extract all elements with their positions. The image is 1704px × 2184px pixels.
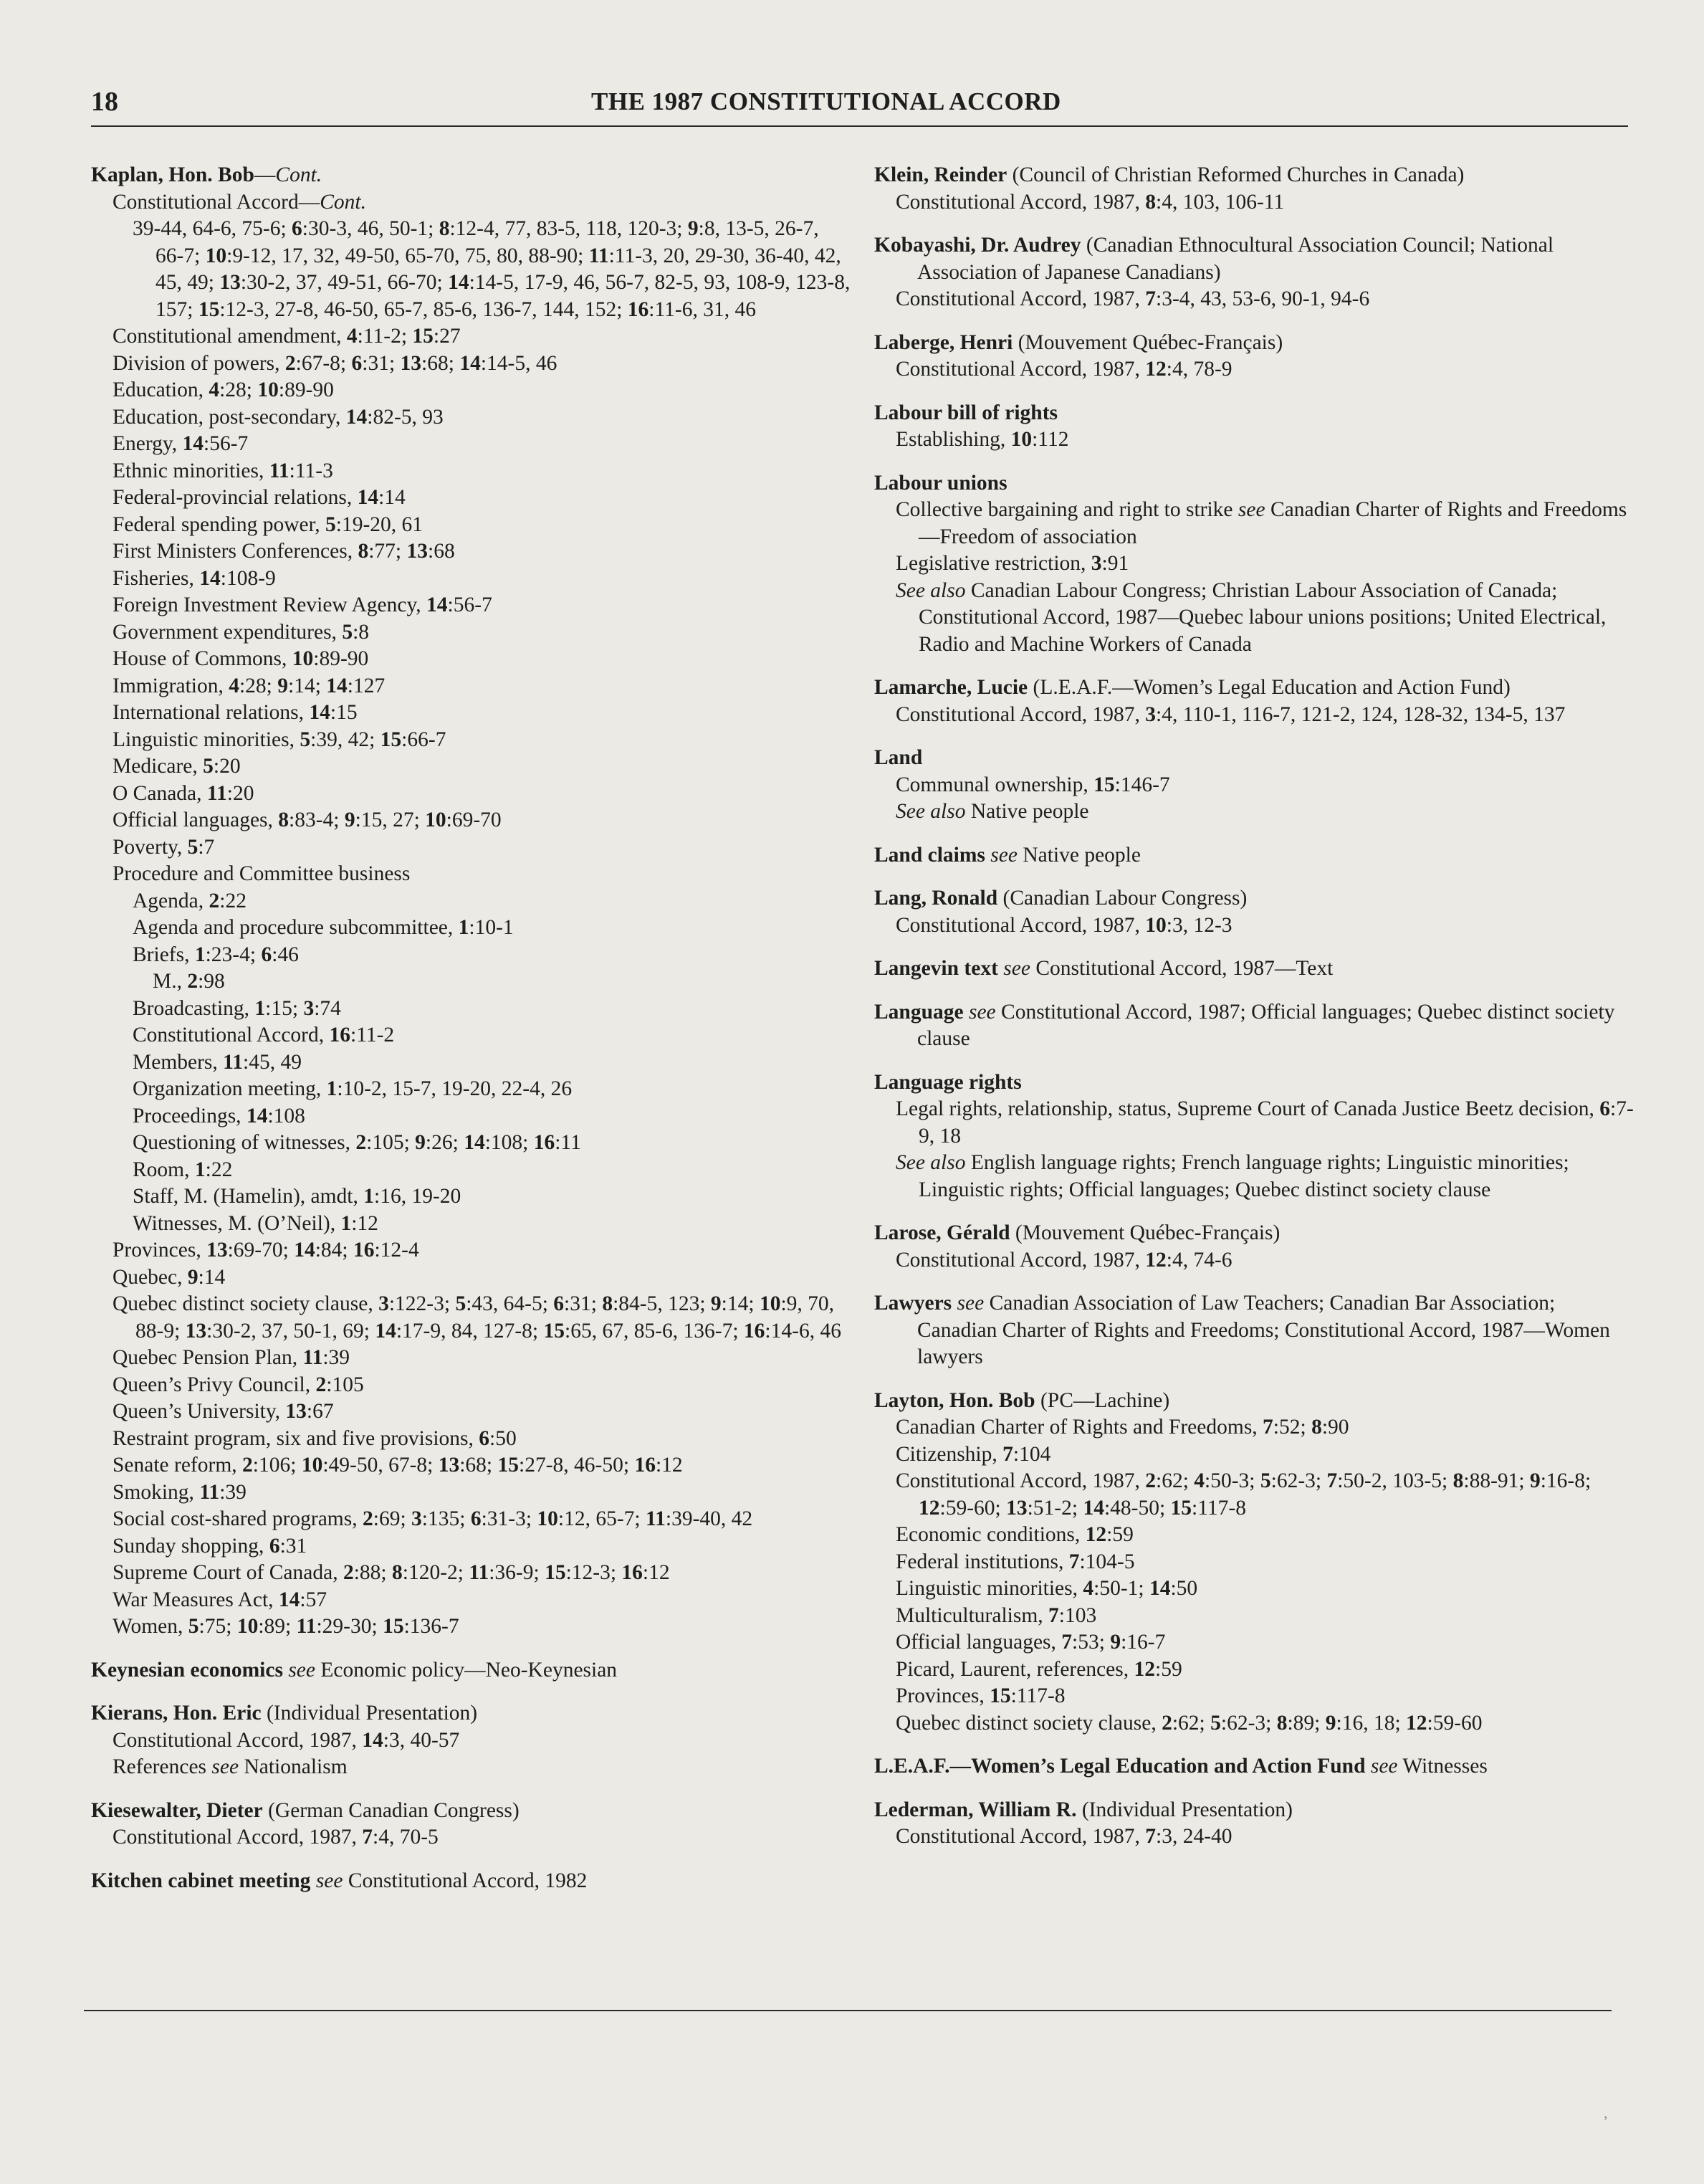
index-subentry: Establishing, 10:112 bbox=[896, 428, 1069, 451]
index-subentry: Broadcasting, 1:15; 3:74 bbox=[133, 996, 341, 1020]
index-subentry: O Canada, 11:20 bbox=[113, 781, 254, 805]
index-entry-heading: Larose, Gérald (Mouvement Québec-Français) bbox=[874, 1221, 1281, 1244]
index-subentry: Restraint program, six and five provisions, 6:50 bbox=[113, 1426, 517, 1450]
index-subentry: Legislative restriction, 3:91 bbox=[896, 552, 1129, 575]
index-subentry: Economic conditions, 12:59 bbox=[896, 1523, 1134, 1546]
index-entry-heading: Kierans, Hon. Eric (Individual Presentation) bbox=[91, 1702, 478, 1725]
index-entry bbox=[874, 1797, 1634, 1851]
index-subentry: Supreme Court of Canada, 2:88; 8:120-2; 11:36-9; 15:12-3; 16:12 bbox=[113, 1561, 670, 1584]
index-subentry: Ethnic minorities, 11:11-3 bbox=[113, 459, 333, 482]
index-entry bbox=[91, 1798, 851, 1851]
index-subentry: Picard, Laurent, references, 12:59 bbox=[896, 1657, 1182, 1681]
index-entry-heading: Layton, Hon. Bob (PC—Lachine) bbox=[874, 1388, 1170, 1412]
index-subentry: Queen’s University, 13:67 bbox=[113, 1400, 334, 1423]
index-entry bbox=[874, 885, 1634, 939]
index-subentry: Constitutional Accord, 1987, 14:3, 40-57 bbox=[113, 1728, 460, 1752]
index-subentry: Foreign Investment Review Agency, 14:56-7 bbox=[113, 593, 492, 616]
index-subentry: Constitutional Accord, 1987, 12:4, 78-9 bbox=[896, 358, 1232, 381]
index-entry-heading: Klein, Reinder (Council of Christian Reformed Churches in Canada) bbox=[874, 163, 1465, 186]
index-entry-heading: Kaplan, Hon. Bob—Cont. bbox=[91, 163, 322, 186]
index-subentry: Procedure and Committee business bbox=[113, 862, 411, 885]
index-subentry: Multiculturalism, 7:103 bbox=[896, 1603, 1097, 1627]
index-subentry: Quebec distinct society clause, 2:62; 5:62-3; 8:89; 9:16, 18; 12:59-60 bbox=[896, 1711, 1483, 1735]
index-subentry: Federal-provincial relations, 14:14 bbox=[113, 486, 406, 509]
index-subentry: Constitutional Accord, 1987, 10:3, 12-3 bbox=[896, 913, 1232, 937]
index-subentry: Provinces, 15:117-8 bbox=[896, 1684, 1066, 1707]
index-subentry: Queen’s Privy Council, 2:105 bbox=[113, 1373, 364, 1396]
index-entry-heading: Kiesewalter, Dieter (German Canadian Congress) bbox=[91, 1798, 520, 1822]
index-entry bbox=[874, 955, 1634, 983]
index-subentry: Legal rights, relationship, status, Supreme Court of Canada Justice Beetz decision, 6:7-9, 18 bbox=[896, 1097, 1634, 1148]
index-entry bbox=[874, 330, 1634, 383]
index-column-right bbox=[874, 162, 1634, 1867]
page-number: 18 bbox=[91, 87, 118, 117]
index-entry-heading: Land bbox=[874, 746, 923, 769]
index-entry bbox=[874, 232, 1634, 313]
index-subentry: Provinces, 13:69-70; 14:84; 16:12-4 bbox=[113, 1239, 419, 1262]
index-subentry: Sunday shopping, 6:31 bbox=[113, 1534, 307, 1558]
index-subentry: Constitutional Accord, 1987, 8:4, 103, 106-11 bbox=[896, 190, 1285, 214]
index-entry bbox=[874, 842, 1634, 869]
index-entry-heading: Langevin text see Constitutional Accord, 1987—Text bbox=[874, 957, 1334, 980]
index-entry bbox=[874, 999, 1634, 1053]
index-subentry: Constitutional amendment, 4:11-2; 15:27 bbox=[113, 325, 461, 348]
index-subentry: First Ministers Conferences, 8:77; 13:68 bbox=[113, 540, 455, 563]
index-subentry: Federal spending power, 5:19-20, 61 bbox=[113, 512, 423, 536]
index-subentry: Constitutional Accord, 1987, 2:62; 4:50-3; 5:62-3; 7:50-2, 103-5; 8:88-91; 9:16-8; 12:59-60; 13:51-2; 14:48-50; 15:117-8 bbox=[896, 1469, 1591, 1520]
index-subentry: 39-44, 64-6, 75-6; 6:30-3, 46, 50-1; 8:12-4, 77, 83-5, 118, 120-3; 9:8, 13-5, 26-7, 66-7; 10:9-12, 17, 32, 49-50, 65-70, 75, 80, 88-90; 11:11-3, 20, 29-30, 36-40, 42, 45, 49; 13:30-2, 37, 49-51, 66-70; 14:14-5, 17-9, 46, 56-7, 82-5, 93, 108-9, 123-8, 157; 15:12-3, 27-8, 46-50, 65-7, 85-6, 136-7, 144, 152; 16:11-6, 31, 46 bbox=[133, 217, 851, 321]
index-subentry: Education, post-secondary, 14:82-5, 93 bbox=[113, 405, 444, 429]
index-entry-heading: Lamarche, Lucie (L.E.A.F.—Women’s Legal Education and Action Fund) bbox=[874, 676, 1511, 699]
index-subentry: Constitutional Accord, 1987, 7:3, 24-40 bbox=[896, 1825, 1232, 1848]
index-subentry: Medicare, 5:20 bbox=[113, 755, 241, 778]
index-entry bbox=[91, 162, 851, 1641]
index-subentry: Collective bargaining and right to strike see Canadian Charter of Rights and Freedoms—Freedom of association bbox=[896, 498, 1627, 548]
index-subentry: International relations, 14:15 bbox=[113, 701, 358, 724]
index-subentry: Official languages, 7:53; 9:16-7 bbox=[896, 1631, 1166, 1654]
index-subentry: Constitutional Accord, 1987, 7:3-4, 43, 53-6, 90-1, 94-6 bbox=[896, 287, 1370, 310]
index-subentry: Quebec, 9:14 bbox=[113, 1265, 226, 1289]
index-column-left bbox=[91, 162, 851, 1911]
index-subentry: Proceedings, 14:108 bbox=[133, 1104, 305, 1127]
running-head: THE 1987 CONSTITUTIONAL ACCORD bbox=[591, 87, 1061, 115]
index-subentry: Canadian Charter of Rights and Freedoms, 7:52; 8:90 bbox=[896, 1416, 1349, 1439]
index-subentry: Smoking, 11:39 bbox=[113, 1480, 246, 1504]
index-subentry: Federal institutions, 7:104-5 bbox=[896, 1550, 1135, 1573]
index-entry bbox=[874, 470, 1634, 659]
index-subentry: Senate reform, 2:106; 10:49-50, 67-8; 13:68; 15:27-8, 46-50; 16:12 bbox=[113, 1454, 683, 1477]
index-subentry: See also Native people bbox=[896, 800, 1089, 823]
index-subentry: M., 2:98 bbox=[153, 970, 225, 993]
index-subentry: Immigration, 4:28; 9:14; 14:127 bbox=[113, 674, 386, 697]
index-entry bbox=[874, 162, 1634, 216]
index-subentry: Energy, 14:56-7 bbox=[113, 432, 249, 455]
index-entry bbox=[874, 1388, 1634, 1737]
index-subentry: Linguistic minorities, 5:39, 42; 15:66-7 bbox=[113, 728, 446, 751]
index-entry bbox=[874, 1069, 1634, 1204]
index-entry-heading: Kobayashi, Dr. Audrey (Canadian Ethnocultural Association Council; National Association of Japanese Canadians) bbox=[874, 234, 1554, 284]
index-entry bbox=[91, 1868, 851, 1895]
header-rule bbox=[91, 125, 1628, 127]
index-subentry: Agenda and procedure subcommittee, 1:10-1 bbox=[133, 916, 514, 939]
index-subentry: Linguistic minorities, 4:50-1; 14:50 bbox=[896, 1577, 1198, 1600]
index-subentry: War Measures Act, 14:57 bbox=[113, 1588, 327, 1611]
index-subentry: Fisheries, 14:108-9 bbox=[113, 566, 276, 590]
index-subentry: Staff, M. (Hamelin), amdt, 1:16, 19-20 bbox=[133, 1185, 461, 1208]
index-subentry: References see Nationalism bbox=[113, 1755, 348, 1778]
page-header bbox=[91, 80, 1628, 123]
index-subentry: Quebec distinct society clause, 3:122-3; 5:43, 64-5; 6:31; 8:84-5, 123; 9:14; 10:9, 70, 88-9; 13:30-2, 37, 50-1, 69; 14:17-9, 84, 127-8; 15:65, 67, 85-6, 136-7; 16:14-6, 46 bbox=[113, 1292, 841, 1343]
footer-rule bbox=[84, 2010, 1612, 2011]
index-subentry: Social cost-shared programs, 2:69; 3:135; 6:31-3; 10:12, 65-7; 11:39-40, 42 bbox=[113, 1507, 753, 1530]
index-entry-heading: Labour unions bbox=[874, 471, 1007, 495]
index-subentry: Quebec Pension Plan, 11:39 bbox=[113, 1346, 350, 1369]
index-subentry: Questioning of witnesses, 2:105; 9:26; 14:108; 16:11 bbox=[133, 1131, 581, 1154]
index-subentry: Constitutional Accord, 1987, 3:4, 110-1, 116-7, 121-2, 124, 128-32, 134-5, 137 bbox=[896, 702, 1566, 726]
index-subentry: Education, 4:28; 10:89-90 bbox=[113, 378, 334, 401]
index-entry bbox=[874, 1753, 1634, 1780]
page-mark: , bbox=[1604, 2104, 1608, 2122]
index-entry bbox=[874, 745, 1634, 826]
index-subentry: Division of powers, 2:67-8; 6:31; 13:68; 14:14-5, 46 bbox=[113, 351, 557, 375]
index-subentry: Organization meeting, 1:10-2, 15-7, 19-20, 22-4, 26 bbox=[133, 1077, 573, 1100]
index-entry bbox=[874, 1220, 1634, 1274]
index-entry-heading: Language see Constitutional Accord, 1987; Official languages; Quebec distinct society clause bbox=[874, 1000, 1615, 1050]
index-subentry: Women, 5:75; 10:89; 11:29-30; 15:136-7 bbox=[113, 1615, 459, 1638]
index-entry-heading: Laberge, Henri (Mouvement Québec-Français) bbox=[874, 330, 1283, 354]
index-subentry: Constitutional Accord, 16:11-2 bbox=[133, 1024, 395, 1046]
index-subentry: House of Commons, 10:89-90 bbox=[113, 647, 369, 670]
index-subentry: Official languages, 8:83-4; 9:15, 27; 10:69-70 bbox=[113, 809, 502, 831]
index-subentry: Constitutional Accord, 1987, 12:4, 74-6 bbox=[896, 1248, 1232, 1272]
index-entry-heading: L.E.A.F.—Women’s Legal Education and Action Fund see Witnesses bbox=[874, 1755, 1488, 1778]
index-entry-heading: Lederman, William R. (Individual Presentation) bbox=[874, 1798, 1293, 1821]
index-entry bbox=[874, 400, 1634, 454]
index-entry bbox=[874, 1290, 1634, 1371]
index-subentry: Poverty, 5:7 bbox=[113, 835, 215, 859]
index-subentry: See also Canadian Labour Congress; Christian Labour Association of Canada; Constitutional Accord, 1987—Quebec labour unions positions; United Electrical, Radio and Machine Workers of Canada bbox=[896, 578, 1607, 656]
index-subentry: Constitutional Accord—Cont. bbox=[113, 190, 366, 214]
index-entry-heading: Lawyers see Canadian Association of Law Teachers; Canadian Bar Association; Canadian Charter of Rights and Freedoms; Constitutional Accord, 1987—Women lawyers bbox=[874, 1292, 1610, 1368]
index-entry-heading: Land claims see Native people bbox=[874, 843, 1141, 867]
index-subentry: Constitutional Accord, 1987, 7:4, 70-5 bbox=[113, 1826, 439, 1849]
index-entry-heading: Kitchen cabinet meeting see Constitutional Accord, 1982 bbox=[91, 1869, 588, 1892]
index-subentry: Communal ownership, 15:146-7 bbox=[896, 773, 1170, 796]
index-subentry: Room, 1:22 bbox=[133, 1158, 233, 1181]
index-subentry: Citizenship, 7:104 bbox=[896, 1442, 1051, 1466]
index-entry bbox=[874, 674, 1634, 728]
index-entry bbox=[91, 1657, 851, 1684]
index-subentry: Government expenditures, 5:8 bbox=[113, 620, 370, 644]
index-subentry: See also English language rights; French language rights; Linguistic minorities; Linguistic rights; Official languages; Quebec distinct society clause bbox=[896, 1151, 1569, 1201]
index-subentry: Briefs, 1:23-4; 6:46 bbox=[133, 943, 299, 966]
index-entry-heading: Keynesian economics see Economic policy—Neo-Keynesian bbox=[91, 1658, 618, 1682]
index-subentry: Members, 11:45, 49 bbox=[133, 1050, 302, 1074]
index-entry-heading: Labour bill of rights bbox=[874, 401, 1058, 424]
index-entry bbox=[91, 1700, 851, 1781]
index-subentry: Agenda, 2:22 bbox=[133, 889, 246, 912]
index-subentry: Witnesses, M. (O’Neil), 1:12 bbox=[133, 1211, 378, 1235]
index-entry-heading: Language rights bbox=[874, 1070, 1022, 1094]
index-entry-heading: Lang, Ronald (Canadian Labour Congress) bbox=[874, 887, 1248, 910]
